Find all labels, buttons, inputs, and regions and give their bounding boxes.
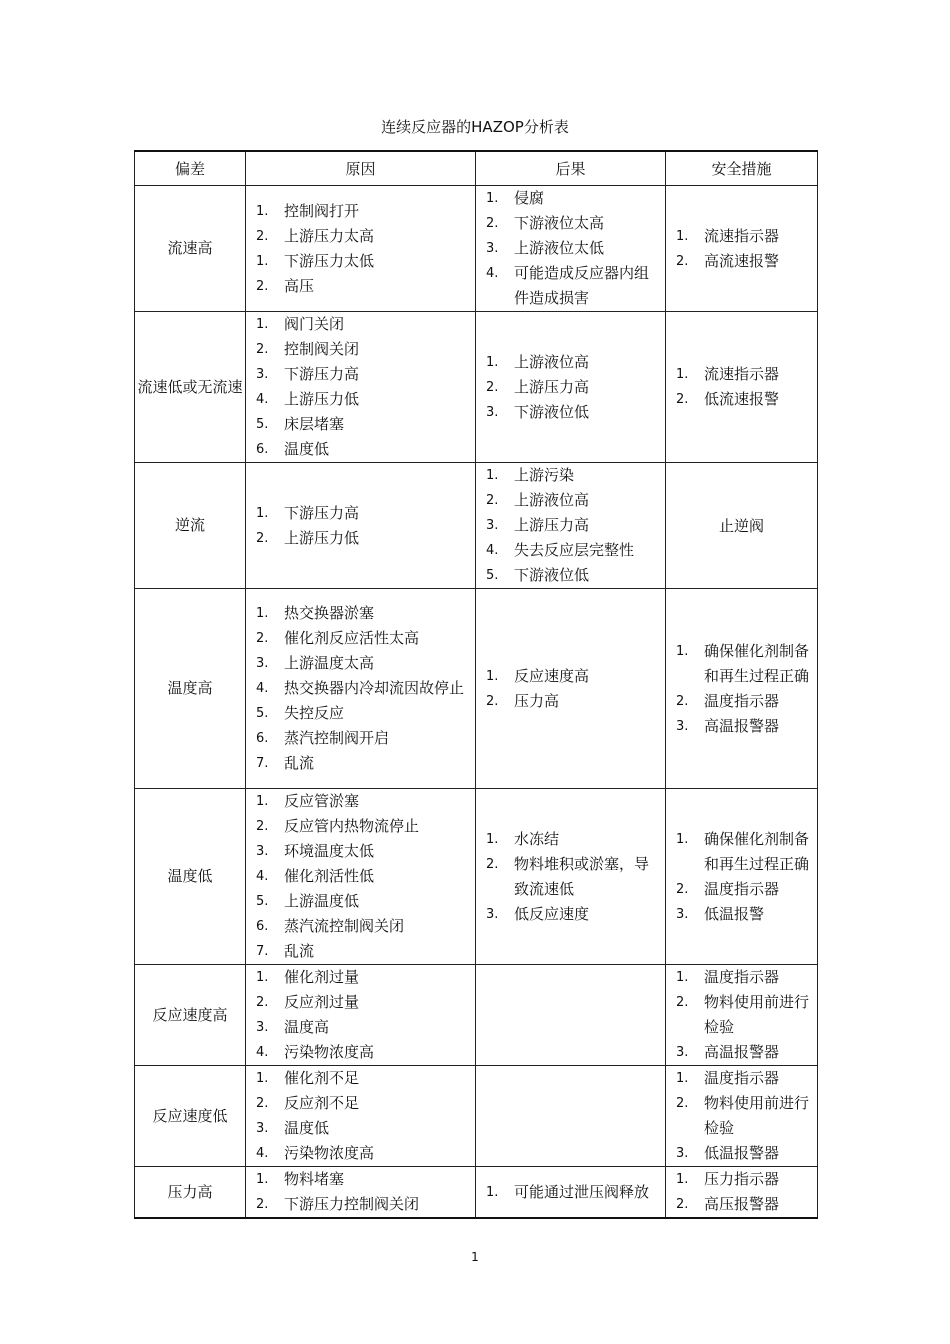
list-item-text: 热交换器内冷却流因故停止 bbox=[284, 679, 465, 697]
list-item-text: 温度指示器 bbox=[704, 691, 780, 710]
list-item-text: 失控反应 bbox=[284, 704, 345, 722]
list-item-text: 反应管淤塞 bbox=[284, 792, 360, 810]
list-item-text: 蒸汽流控制阀关闭 bbox=[284, 917, 405, 935]
list-item bbox=[486, 902, 657, 927]
list-item-number: 3. bbox=[256, 656, 269, 671]
list-item-text: 上游液位高 bbox=[514, 491, 590, 509]
list-item-number: 2. bbox=[256, 530, 269, 546]
list-item-text: 催化剂反应活性太高 bbox=[284, 629, 420, 647]
list-item bbox=[676, 224, 809, 249]
list-item bbox=[256, 1141, 467, 1166]
table-row bbox=[135, 789, 818, 965]
list-item-number: 7. bbox=[256, 944, 269, 959]
list-item-text: 低温报警器 bbox=[704, 1144, 780, 1162]
list-item-text: 环境温度太低 bbox=[284, 842, 375, 860]
safeguards-cell bbox=[666, 789, 818, 965]
list-item bbox=[486, 827, 657, 852]
list-item-number: 2. bbox=[486, 693, 499, 709]
table-row bbox=[135, 1066, 818, 1167]
consequences-list bbox=[476, 664, 665, 714]
list-item-number: 1. bbox=[256, 203, 269, 219]
list-item-text: 流速指示器 bbox=[704, 226, 780, 245]
list-item bbox=[486, 186, 657, 211]
list-item-text: 压力高 bbox=[514, 691, 560, 710]
list-item bbox=[486, 400, 657, 425]
list-item-number: 2. bbox=[676, 253, 689, 269]
list-item bbox=[256, 1040, 467, 1065]
safeguards-list bbox=[666, 1167, 817, 1217]
safeguards-cell bbox=[666, 1066, 818, 1167]
safeguards-list bbox=[666, 1066, 817, 1166]
list-item-number: 5. bbox=[256, 417, 269, 432]
causes-cell bbox=[246, 1066, 476, 1167]
list-item-number: 6. bbox=[256, 919, 269, 934]
list-item-number: 1. bbox=[256, 253, 269, 269]
list-item-number: 2. bbox=[676, 881, 689, 897]
list-item-text: 温度高 bbox=[284, 1018, 330, 1036]
list-item-text: 侵腐 bbox=[514, 189, 545, 207]
list-item-text: 乱流 bbox=[284, 942, 315, 960]
safeguards-cell bbox=[666, 312, 818, 463]
list-item-number: 3. bbox=[486, 518, 499, 533]
list-item-text: 上游液位高 bbox=[514, 352, 590, 371]
list-item-text: 压力指示器 bbox=[704, 1170, 780, 1188]
causes-cell bbox=[246, 186, 476, 312]
list-item-text: 上游温度太高 bbox=[284, 654, 375, 672]
causes-cell bbox=[246, 463, 476, 589]
list-item-number: 1. bbox=[486, 468, 499, 483]
list-item-text: 下游压力高 bbox=[284, 503, 360, 522]
list-item-text: 反应管内热物流停止 bbox=[284, 817, 420, 835]
list-item-number: 2. bbox=[256, 278, 269, 294]
consequences-list bbox=[476, 1180, 665, 1205]
list-item-number: 1. bbox=[676, 1172, 689, 1187]
causes-cell bbox=[246, 965, 476, 1066]
causes-list bbox=[246, 601, 475, 776]
list-item-number: 2. bbox=[256, 995, 269, 1010]
header-causes: 原因 bbox=[246, 151, 476, 186]
safeguards-cell bbox=[666, 589, 818, 789]
list-item bbox=[256, 626, 467, 651]
consequences-cell bbox=[476, 312, 666, 463]
list-item bbox=[256, 789, 467, 814]
consequences-list bbox=[476, 186, 665, 311]
list-item bbox=[486, 261, 657, 311]
list-item-number: 3. bbox=[486, 241, 499, 256]
list-item-text: 低反应速度 bbox=[514, 904, 590, 923]
list-item-number: 4. bbox=[256, 869, 269, 884]
list-item bbox=[676, 902, 809, 927]
list-item bbox=[256, 1015, 467, 1040]
list-item bbox=[676, 1167, 809, 1192]
list-item bbox=[256, 526, 467, 551]
list-item-text: 高流速报警 bbox=[704, 251, 780, 270]
list-item bbox=[486, 375, 657, 400]
list-item-text: 下游压力控制阀关闭 bbox=[284, 1195, 420, 1213]
causes-cell bbox=[246, 589, 476, 789]
table-row bbox=[135, 589, 818, 789]
list-item-number: 4. bbox=[256, 392, 269, 407]
list-item-text: 物料使用前进行检验 bbox=[704, 993, 810, 1036]
list-item-text: 蒸汽控制阀开启 bbox=[284, 729, 390, 747]
safeguards-list bbox=[666, 362, 817, 412]
list-item bbox=[256, 1091, 467, 1116]
list-item bbox=[486, 563, 657, 588]
list-item-number: 5. bbox=[256, 894, 269, 909]
list-item-number: 3. bbox=[256, 1121, 269, 1136]
list-item-number: 2. bbox=[676, 995, 689, 1010]
list-item-number: 1. bbox=[256, 317, 269, 332]
header-consequences: 后果 bbox=[476, 151, 666, 186]
deviation-cell: 温度低 bbox=[135, 789, 246, 965]
list-item bbox=[256, 274, 467, 299]
list-item-text: 物料堵塞 bbox=[284, 1170, 345, 1188]
list-item bbox=[256, 601, 467, 626]
list-item bbox=[486, 488, 657, 513]
list-item bbox=[256, 312, 467, 337]
list-item-number: 5. bbox=[486, 568, 499, 583]
list-item-number: 6. bbox=[256, 731, 269, 746]
list-item-text: 下游液位太高 bbox=[514, 214, 605, 232]
header-safeguards: 安全措施 bbox=[666, 151, 818, 186]
list-item-text: 物料使用前进行检验 bbox=[704, 1094, 810, 1137]
list-item-text: 床层堵塞 bbox=[284, 415, 345, 433]
list-item-text: 物料堆积或淤塞，导致流速低 bbox=[514, 854, 650, 898]
list-item-number: 6. bbox=[256, 442, 269, 457]
list-item-number: 1. bbox=[486, 191, 499, 206]
list-item bbox=[676, 639, 809, 689]
list-item bbox=[676, 689, 809, 714]
list-item-text: 上游污染 bbox=[514, 466, 575, 484]
list-item bbox=[676, 714, 809, 739]
list-item bbox=[256, 249, 467, 274]
deviation-cell: 流速低或无流速 bbox=[135, 312, 246, 463]
deviation-cell: 逆流 bbox=[135, 463, 246, 589]
list-item-text: 催化剂过量 bbox=[284, 968, 360, 986]
table-row bbox=[135, 186, 818, 312]
table-header-row bbox=[135, 151, 818, 186]
list-item bbox=[256, 337, 467, 362]
list-item-text: 上游压力低 bbox=[284, 390, 360, 408]
list-item bbox=[256, 1192, 467, 1217]
deviation-cell: 压力高 bbox=[135, 1167, 246, 1219]
consequences-cell bbox=[476, 463, 666, 589]
list-item-number: 2. bbox=[256, 1197, 269, 1212]
safeguards-list bbox=[666, 224, 817, 274]
table-row bbox=[135, 463, 818, 589]
table-row bbox=[135, 312, 818, 463]
consequences-list bbox=[476, 827, 665, 927]
causes-cell bbox=[246, 789, 476, 965]
consequences-cell bbox=[476, 186, 666, 312]
list-item-text: 高压报警器 bbox=[704, 1195, 780, 1213]
list-item-text: 控制阀关闭 bbox=[284, 340, 360, 358]
safeguards-list bbox=[666, 639, 817, 739]
page-title: 连续反应器的HAZOP分析表 bbox=[381, 118, 569, 136]
list-item bbox=[256, 676, 467, 701]
list-item-text: 低流速报警 bbox=[704, 390, 780, 408]
list-item-text: 上游温度低 bbox=[284, 892, 360, 910]
list-item bbox=[256, 501, 467, 526]
list-item bbox=[486, 236, 657, 261]
list-item-number: 1. bbox=[256, 1071, 269, 1086]
list-item-text: 上游压力太高 bbox=[284, 226, 375, 245]
list-item-number: 3. bbox=[676, 1045, 689, 1060]
list-item-number: 3. bbox=[256, 367, 269, 382]
list-item bbox=[256, 889, 467, 914]
list-item bbox=[256, 387, 467, 412]
list-item-number: 1. bbox=[676, 367, 689, 382]
list-item-number: 5. bbox=[256, 706, 269, 721]
list-item-text: 污染物浓度高 bbox=[284, 1144, 375, 1162]
list-item bbox=[676, 965, 809, 990]
safeguards-list bbox=[666, 827, 817, 927]
list-item-text: 下游液位低 bbox=[514, 566, 590, 584]
safeguards-list bbox=[666, 965, 817, 1065]
list-item bbox=[256, 864, 467, 889]
causes-list bbox=[246, 1066, 475, 1166]
list-item-text: 控制阀打开 bbox=[284, 201, 360, 220]
list-item-text: 确保催化剂制备和再生过程正确 bbox=[704, 829, 810, 873]
list-item-number: 1. bbox=[676, 228, 689, 244]
list-item-number: 2. bbox=[486, 379, 499, 395]
list-item-number: 2. bbox=[256, 819, 269, 834]
list-item-text: 催化剂不足 bbox=[284, 1069, 360, 1087]
list-item bbox=[486, 538, 657, 563]
list-item bbox=[256, 1167, 467, 1192]
list-item-text: 下游压力高 bbox=[284, 365, 360, 383]
list-item-text: 反应剂不足 bbox=[284, 1094, 360, 1112]
consequences-list bbox=[476, 350, 665, 425]
list-item-text: 上游压力低 bbox=[284, 528, 360, 547]
list-item bbox=[676, 1040, 809, 1065]
list-item-number: 1. bbox=[256, 505, 269, 521]
list-item-number: 4. bbox=[256, 1146, 269, 1161]
list-item bbox=[486, 211, 657, 236]
list-item-text: 低温报警 bbox=[704, 904, 765, 923]
list-item-text: 流速指示器 bbox=[704, 365, 780, 383]
list-item bbox=[256, 965, 467, 990]
list-item-number: 1. bbox=[676, 970, 689, 985]
list-item bbox=[256, 412, 467, 437]
list-item bbox=[676, 387, 809, 412]
causes-list bbox=[246, 199, 475, 299]
list-item-number: 1. bbox=[256, 606, 269, 621]
list-item-number: 1. bbox=[256, 1172, 269, 1187]
list-item bbox=[256, 726, 467, 751]
list-item-text: 下游液位低 bbox=[514, 402, 590, 421]
safeguards-cell bbox=[666, 965, 818, 1066]
list-item-text: 上游液位太低 bbox=[514, 239, 605, 257]
list-item bbox=[676, 877, 809, 902]
table-body bbox=[135, 186, 818, 1219]
list-item bbox=[256, 437, 467, 462]
list-item-number: 7. bbox=[256, 756, 269, 771]
causes-list bbox=[246, 789, 475, 964]
safeguards-cell: 止逆阀 bbox=[666, 463, 818, 589]
list-item-number: 4. bbox=[486, 266, 499, 281]
deviation-cell: 流速高 bbox=[135, 186, 246, 312]
list-item-number: 4. bbox=[486, 543, 499, 558]
list-item-number: 2. bbox=[676, 1197, 689, 1212]
list-item-text: 温度指示器 bbox=[704, 968, 780, 986]
list-item bbox=[486, 852, 657, 902]
deviation-cell: 反应速度高 bbox=[135, 965, 246, 1066]
list-item-number: 3. bbox=[486, 906, 499, 922]
list-item bbox=[256, 1066, 467, 1091]
list-item-text: 乱流 bbox=[284, 754, 315, 772]
list-item-number: 1. bbox=[486, 354, 499, 370]
list-item-text: 可能通过泄压阀释放 bbox=[514, 1182, 650, 1201]
list-item-number: 4. bbox=[256, 681, 269, 696]
list-item-number: 4. bbox=[256, 1045, 269, 1060]
consequences-list bbox=[476, 463, 665, 588]
list-item-number: 1. bbox=[486, 831, 499, 847]
list-item bbox=[676, 362, 809, 387]
consequences-cell bbox=[476, 1167, 666, 1219]
list-item bbox=[256, 1116, 467, 1141]
table-row bbox=[135, 965, 818, 1066]
list-item-number: 2. bbox=[486, 216, 499, 231]
list-item-number: 3. bbox=[256, 1020, 269, 1035]
list-item-number: 1. bbox=[256, 794, 269, 809]
list-item bbox=[676, 1141, 809, 1166]
list-item-number: 2. bbox=[676, 693, 689, 709]
list-item bbox=[256, 224, 467, 249]
list-item-number: 2. bbox=[256, 1096, 269, 1111]
list-item-text: 上游压力高 bbox=[514, 377, 590, 396]
list-item-number: 3. bbox=[486, 404, 499, 420]
hazop-table bbox=[134, 150, 818, 1219]
list-item-text: 反应剂过量 bbox=[284, 993, 360, 1011]
list-item-number: 3. bbox=[676, 906, 689, 922]
causes-list bbox=[246, 501, 475, 551]
list-item bbox=[676, 827, 809, 877]
header-deviation: 偏差 bbox=[135, 151, 246, 186]
list-item bbox=[676, 1066, 809, 1091]
list-item-number: 1. bbox=[676, 1071, 689, 1086]
list-item-text: 可能造成反应器内组件造成损害 bbox=[514, 264, 650, 307]
list-item bbox=[486, 463, 657, 488]
list-item-text: 高温报警器 bbox=[704, 1043, 780, 1061]
list-item-text: 高压 bbox=[284, 276, 315, 295]
list-item-number: 1. bbox=[676, 831, 689, 847]
list-item-text: 反应速度高 bbox=[514, 666, 590, 685]
list-item-number: 2. bbox=[486, 493, 499, 508]
consequences-cell bbox=[476, 965, 666, 1066]
causes-list bbox=[246, 965, 475, 1065]
list-item-text: 水冻结 bbox=[514, 829, 560, 848]
list-item-number: 2. bbox=[256, 342, 269, 357]
list-item-number: 1. bbox=[676, 643, 689, 659]
list-item bbox=[256, 199, 467, 224]
list-item bbox=[676, 249, 809, 274]
list-item bbox=[256, 839, 467, 864]
list-item bbox=[256, 751, 467, 776]
causes-cell bbox=[246, 312, 476, 463]
list-item bbox=[486, 664, 657, 689]
list-item bbox=[676, 1192, 809, 1217]
deviation-cell: 反应速度低 bbox=[135, 1066, 246, 1167]
list-item-text: 下游压力太低 bbox=[284, 251, 375, 270]
list-item-number: 1. bbox=[486, 1184, 499, 1200]
table-row bbox=[135, 1167, 818, 1219]
list-item-text: 污染物浓度高 bbox=[284, 1043, 375, 1061]
list-item bbox=[256, 701, 467, 726]
page-number: 1 bbox=[471, 1250, 479, 1264]
list-item-number: 1. bbox=[486, 668, 499, 684]
list-item bbox=[486, 513, 657, 538]
list-item-text: 温度低 bbox=[284, 440, 330, 458]
list-item-number: 2. bbox=[676, 392, 689, 407]
consequences-cell bbox=[476, 589, 666, 789]
list-item-text: 温度指示器 bbox=[704, 879, 780, 898]
list-item-text: 确保催化剂制备和再生过程正确 bbox=[704, 641, 810, 685]
safeguards-cell bbox=[666, 186, 818, 312]
list-item-number: 2. bbox=[256, 631, 269, 646]
list-item-text: 阀门关闭 bbox=[284, 315, 345, 333]
list-item-number: 2. bbox=[256, 228, 269, 244]
list-item-number: 2. bbox=[486, 856, 499, 872]
list-item bbox=[486, 689, 657, 714]
list-item bbox=[256, 362, 467, 387]
list-item-text: 上游压力高 bbox=[514, 516, 590, 534]
list-item-text: 热交换器淤塞 bbox=[284, 604, 375, 622]
list-item-number: 3. bbox=[676, 1146, 689, 1161]
list-item-text: 高温报警器 bbox=[704, 716, 780, 735]
list-item bbox=[486, 1180, 657, 1205]
list-item-text: 失去反应层完整性 bbox=[514, 541, 635, 559]
list-item bbox=[256, 990, 467, 1015]
list-item bbox=[486, 350, 657, 375]
consequences-cell bbox=[476, 789, 666, 965]
causes-list bbox=[246, 1167, 475, 1217]
causes-list bbox=[246, 312, 475, 462]
list-item bbox=[256, 914, 467, 939]
list-item-number: 3. bbox=[676, 718, 689, 734]
list-item-text: 温度低 bbox=[284, 1119, 330, 1137]
list-item bbox=[256, 939, 467, 964]
consequences-cell bbox=[476, 1066, 666, 1167]
deviation-cell: 温度高 bbox=[135, 589, 246, 789]
list-item bbox=[676, 990, 809, 1040]
list-item bbox=[676, 1091, 809, 1141]
list-item-text: 催化剂活性低 bbox=[284, 867, 375, 885]
safeguards-cell bbox=[666, 1167, 818, 1219]
list-item-number: 1. bbox=[256, 970, 269, 985]
causes-cell bbox=[246, 1167, 476, 1219]
list-item-number: 3. bbox=[256, 844, 269, 859]
list-item bbox=[256, 651, 467, 676]
list-item-number: 2. bbox=[676, 1096, 689, 1111]
list-item-text: 温度指示器 bbox=[704, 1069, 780, 1087]
list-item bbox=[256, 814, 467, 839]
